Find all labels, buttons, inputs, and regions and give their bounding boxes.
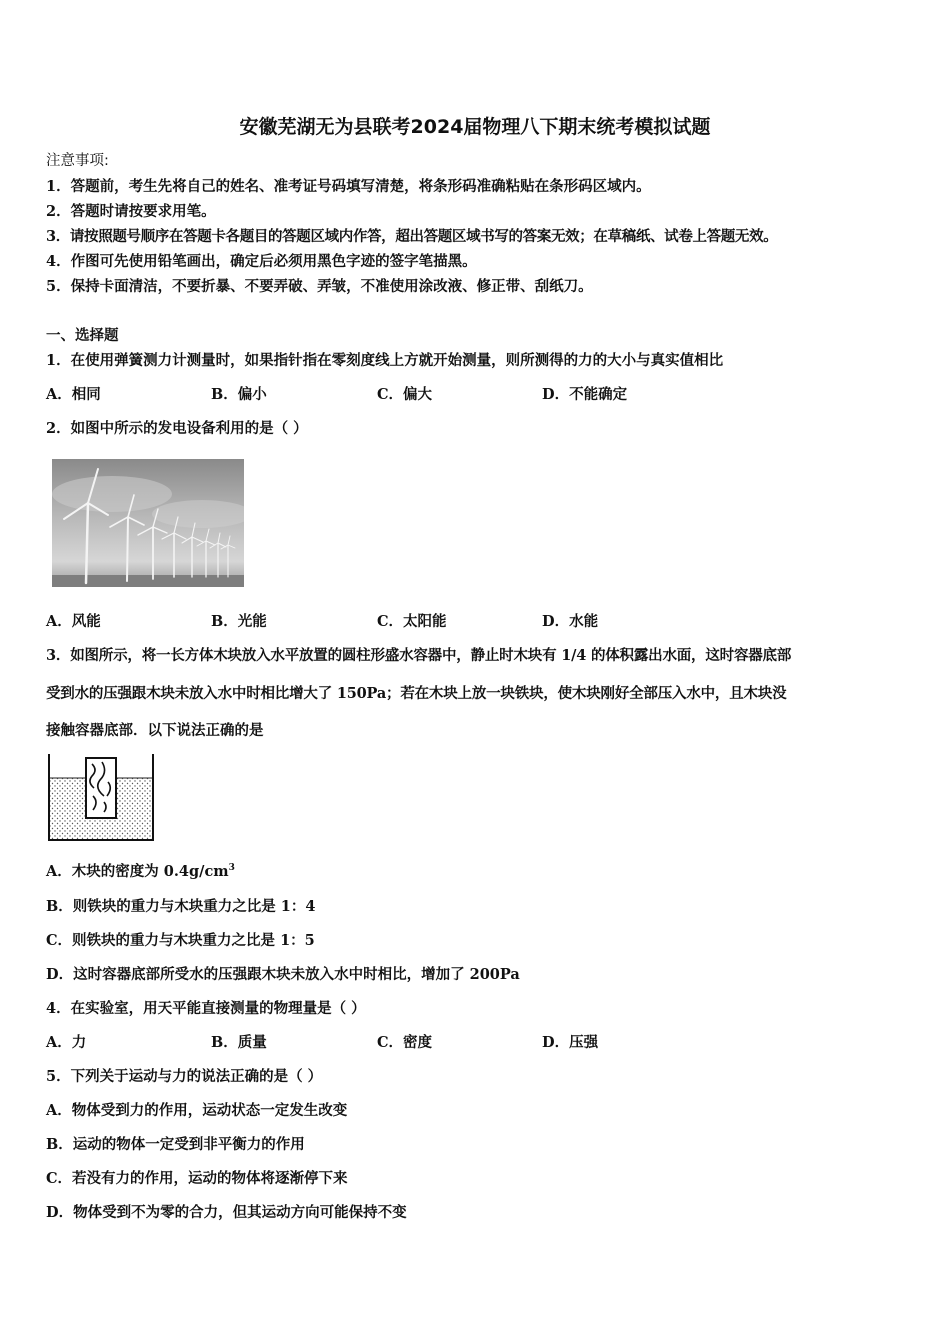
question-4-stem: 4．在实验室，用天平能直接测量的物理量是（ ） bbox=[46, 1000, 366, 1017]
q4-option-b: B．质量 bbox=[211, 1034, 267, 1051]
q3-option-a: A．木块的密度为 $0.4g/cm^3$ bbox=[46, 863, 235, 880]
wind-turbines-photo bbox=[52, 459, 244, 587]
q3-option-c: C．则铁块的重力与木块重力之比是 1：5 bbox=[46, 932, 315, 949]
container-wood-block-figure bbox=[46, 752, 158, 844]
q1-option-d: D．不能确定 bbox=[542, 386, 628, 403]
notice-item: 3．请按照题号顺序在答题卡各题目的答题区域内作答，超出答题区域书写的答案无效；在草稿纸、试卷上答题无效。 bbox=[46, 228, 778, 245]
question-3-stem-line: 3．如图所示，将一长方体木块放入水平放置的圆柱形盛水容器中，静止时木块有 1/4 的体积露出水面，这时容器底部 bbox=[46, 647, 792, 664]
question-1-stem: 1．在使用弹簧测力计测量时，如果指针指在零刻度线上方就开始测量，则所测得的力的大小与真实值相比 bbox=[46, 352, 724, 369]
q1-option-b: B．偏小 bbox=[211, 386, 267, 403]
notice-item: 5．保持卡面清洁，不要折暴、不要弄破、弄皱，不准使用涂改液、修正带、刮纸刀。 bbox=[46, 278, 593, 295]
q4-option-a: A．力 bbox=[46, 1034, 87, 1051]
q4-option-c: C．密度 bbox=[377, 1034, 433, 1051]
page-title: 安徽芜湖无为县联考2024届物理八下期末统考模拟试题 bbox=[239, 116, 711, 138]
section-heading: 一、选择题 bbox=[46, 327, 119, 344]
q2-option-a: A．风能 bbox=[46, 613, 101, 630]
notice-item: 2．答题时请按要求用笔。 bbox=[46, 203, 216, 220]
question-2-stem: 2．如图中所示的发电设备利用的是（ ） bbox=[46, 420, 308, 437]
q3-option-b: B．则铁块的重力与木块重力之比是 1：4 bbox=[46, 898, 316, 915]
q5-option-b: B．运动的物体一定受到非平衡力的作用 bbox=[46, 1136, 305, 1153]
q5-option-d: D．物体受到不为零的合力，但其运动方向可能保持不变 bbox=[46, 1204, 407, 1221]
q2-option-d: D．水能 bbox=[542, 613, 599, 630]
question-3-stem-line: 受到水的压强跟木块未放入水中时相比增大了 150Pa；若在木块上放一块铁块，使木块刚好全部压入水中，且木块没 bbox=[46, 685, 787, 702]
q2-option-c: C．太阳能 bbox=[377, 613, 447, 630]
q1-option-a: A．相同 bbox=[46, 386, 101, 403]
notice-heading: 注意事项: bbox=[46, 153, 109, 169]
question-3-stem-line: 接触容器底部．以下说法正确的是 bbox=[46, 722, 264, 739]
question-5-stem: 5．下列关于运动与力的说法正确的是（ ） bbox=[46, 1068, 323, 1085]
q5-option-c: C．若没有力的作用，运动的物体将逐渐停下来 bbox=[46, 1170, 348, 1187]
notice-item: 1．答题前，考生先将自己的姓名、准考证号码填写清楚，将条形码准确粘贴在条形码区域内。 bbox=[46, 178, 651, 195]
q1-option-c: C．偏大 bbox=[377, 386, 433, 403]
notice-item: 4．作图可先使用铅笔画出，确定后必须用黑色字迹的签字笔描黑。 bbox=[46, 253, 477, 270]
q5-option-a: A．物体受到力的作用，运动状态一定发生改变 bbox=[46, 1102, 348, 1119]
q4-option-d: D．压强 bbox=[542, 1034, 599, 1051]
q2-option-b: B．光能 bbox=[211, 613, 267, 630]
q3-option-d: D．这时容器底部所受水的压强跟木块未放入水中时相比，增加了 200Pa bbox=[46, 966, 520, 983]
